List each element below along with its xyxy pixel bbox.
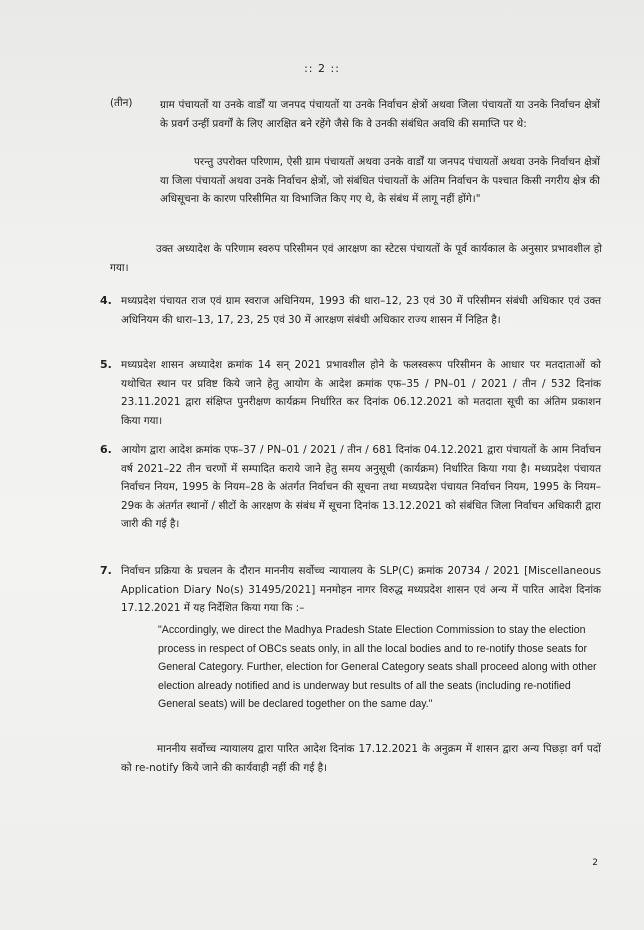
clause-teen-closing: उक्त अध्यादेश के परिणाम स्वरुप परिसीमन एवं आरक्षण का स्टेटस पंचायतों के पूर्व कार्यकाल के अनुसार प्रभावशील हो गया। <box>110 243 602 274</box>
paragraph-5-text: मध्यप्रदेश शासन अध्यादेश क्रमांक 14 सन् 2021 प्रभावशील होने के फलस्वरूप परिसीमन के आधार पर मतदाताओं को यथोचित स्थान पर प्रविष्ट किये जाने हेतु आयोग के आदेश क्रमांक एफ–35 / PN–01 / 2021 / तीन / 532 दिनांक 23.11.2021 द्वारा संक्षिप्त पुनरीक्षण कार्यक्रम निर्धारित कर दिनांक 06.12.2021 को मतदाता सूची का अंतिम प्रकाशन किया गया। <box>121 359 601 427</box>
paragraph-7-number: 7. <box>100 564 112 577</box>
paragraph-7-closing: माननीय सर्वोच्च न्यायालय द्वारा पारित आदेश दिनांक 17.12.2021 के अनुक्रम में शासन द्वारा अन्य पिछड़ा वर्ग पदों को re-notify किये जाने की कार्यवाही नहीं की गई है। <box>121 743 601 774</box>
paragraph-4-text: मध्यप्रदेश पंचायत राज एवं ग्राम स्वराज अधिनियम, 1993 की धारा–12, 23 एवं 30 में परिसीमन संबंधी अधिकार एवं उक्त अधिनियम की धारा–13, 17, 23, 25 एवं 30 में आरक्षण संबंधी अधिकार राज्य शासन में निहित है। <box>121 295 601 326</box>
court-order-quote: "Accordingly, we direct the Madhya Pradesh State Election Commission to stay the election process in respect of OBCs seats only, in all the local bodies and to re-notify those seats for General Category. Further, election for General Category seats shall proceed along with other election already notified and is underway but results of all the seats (including re-notified General seats) will be declared together on the same day." <box>158 624 597 711</box>
footer-page-number: 2 <box>592 858 598 868</box>
page-header: :: 2 :: <box>304 62 340 75</box>
paragraph-4-number: 4. <box>100 294 112 307</box>
clause-teen-proviso: परन्तु उपरोक्त परिणाम, ऐसी ग्राम पंचायतों अथवा उनके वार्डों या जनपद पंचायतों अथवा उनके निर्वाचन क्षेत्रों या जिला पंचायतों अथवा उनके निर्वाचन क्षेत्रों, जो संबंधित पंचायतों के अंतिम निर्वाचन के पश्चात किसी नगरीय क्षेत्र की अधिसूचना के कारण परिसीमित या विभाजित किए गए थे, के संबंध में लागू नहीं होंगे।" <box>160 156 600 206</box>
paragraph-5-number: 5. <box>100 358 112 371</box>
clause-label: (तीन) <box>110 97 133 109</box>
paragraph-6-number: 6. <box>100 443 112 456</box>
paragraph-7-text: निर्वाचन प्रक्रिया के प्रचलन के दौरान माननीय सर्वोच्च न्यायालय के SLP(C) क्रमांक 20734 / 2021 [Miscellaneous Application Diary No(s) 31495/2021] मनमोहन नागर विरुद्ध मध्यप्रदेश शासन एवं अन्य में पारित आदेश दिनांक 17.12.2021 में यह निर्देशित किया गया कि :– <box>121 565 601 615</box>
paragraph-6-text: आयोग द्वारा आदेश क्रमांक एफ–37 / PN–01 / 2021 / तीन / 681 दिनांक 04.12.2021 द्वारा पंचायतों के आम निर्वाचन वर्ष 2021–22 तीन चरणों में सम्पादित कराये जाने हेतु समय अनुसूची (कार्यक्रम) निर्धारित किया गया है। मध्यप्रदेश पंचायत निर्वाचन नियम, 1995 के नियम–28 के अंतर्गत निर्वाचन की सूचना तथा मध्यप्रदेश पंचायत निर्वाचन नियम, 1995 के नियम–29क के अंतर्गत स्थानों / सीटों के आरक्षण के संबंध में सूचना दिनांक 13.12.2021 को संबंधित जिला निर्वाचन अधिकारी द्वारा जारी की गई है। <box>121 444 601 531</box>
clause-teen-text: ग्राम पंचायतों या उनके वार्डों या जनपद पंचायतों या उनके निर्वाचन क्षेत्रों अथवा जिला पंचायतों या उनके निर्वाचन क्षेत्रों के प्रवर्ग उन्हीं प्रवर्गों के लिए आरक्षित बने रहेंगे जैसे कि वे उनकी संबंधित अवधि की समाप्ति पर थे: <box>160 99 600 130</box>
